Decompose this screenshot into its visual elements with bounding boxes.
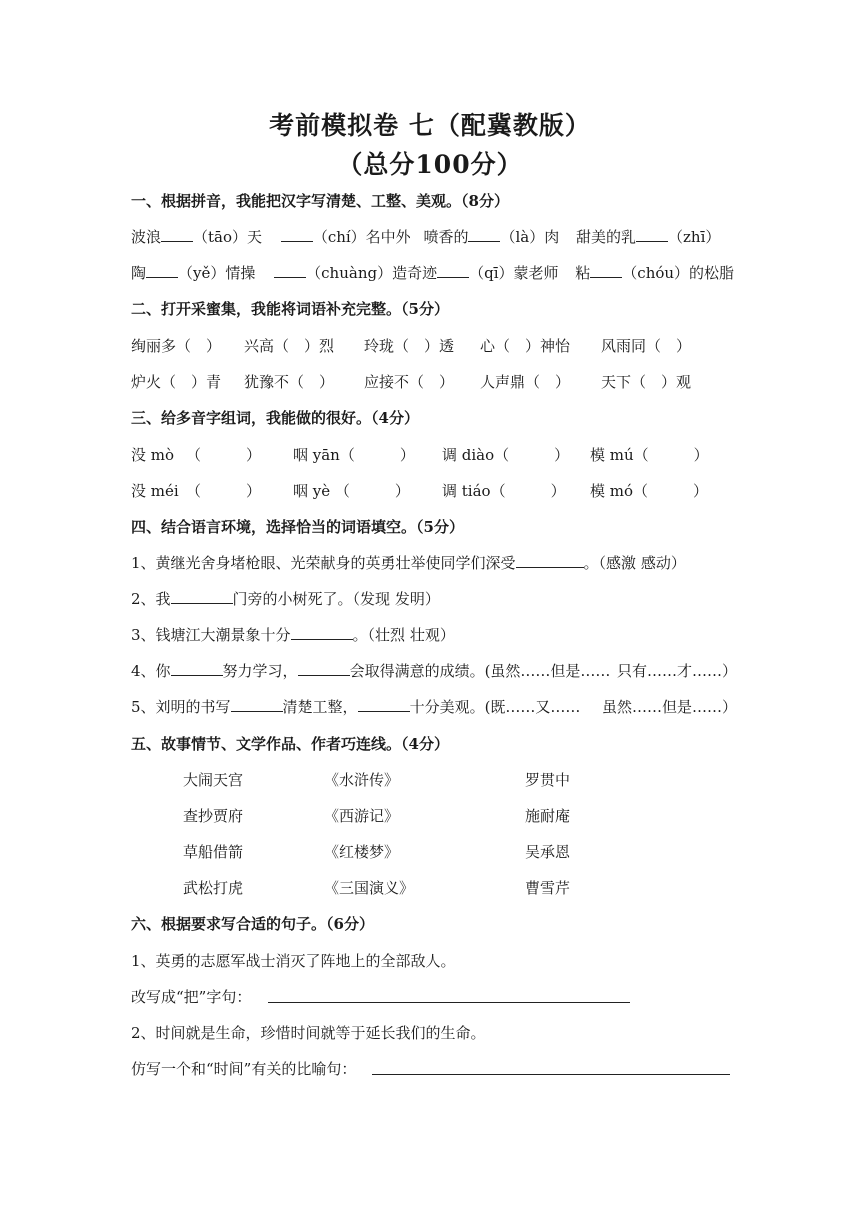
text: 会取得满意的成绩。(虽然……但是…… xyxy=(349,662,611,680)
author-item[interactable]: 施耐庵 xyxy=(525,807,571,825)
answer-blank[interactable] xyxy=(146,263,178,278)
polyphone-item[interactable]: 咽 yān（ ） xyxy=(293,446,415,464)
author-item[interactable]: 吴承恩 xyxy=(525,843,571,861)
text: 清楚工整， xyxy=(282,698,358,716)
answer-blank[interactable] xyxy=(636,227,668,242)
section-1-row-2 xyxy=(131,262,734,283)
page-title: 考前模拟卷 七（配冀教版） xyxy=(269,111,591,140)
page-subtitle: （总分100分） xyxy=(337,150,523,179)
answer-blank[interactable] xyxy=(298,661,350,676)
text: （chuàng）造奇迹 xyxy=(306,264,438,282)
question-4-1 xyxy=(131,552,686,573)
idiom-item[interactable]: 人声鼎（ ） xyxy=(480,373,571,391)
idiom-item[interactable]: 心（ ）神怡 xyxy=(480,337,571,355)
story-item[interactable]: 草船借箭 xyxy=(183,843,244,861)
text: 陶 xyxy=(131,264,147,282)
work-item[interactable]: 《红楼梦》 xyxy=(324,843,400,861)
question-6-1: 1、英勇的志愿军战士消灭了阵地上的全部敌人。 xyxy=(131,952,456,970)
text: 波浪 xyxy=(131,228,162,246)
polyphone-item[interactable]: 咽 yè （ ） xyxy=(293,482,410,500)
text: 3、钱塘江大潮景象十分 xyxy=(131,626,291,644)
text: 2、我 xyxy=(131,590,171,608)
question-4-4 xyxy=(131,660,610,681)
polyphone-item[interactable]: 调 diào（ ） xyxy=(442,446,570,464)
idiom-item[interactable]: 犹豫不（ ） xyxy=(244,373,335,391)
idiom-item[interactable]: 炉火（ ）青 xyxy=(131,373,222,391)
author-item[interactable]: 罗贯中 xyxy=(525,771,571,789)
author-item[interactable]: 曹雪芹 xyxy=(525,879,571,897)
answer-blank[interactable] xyxy=(161,227,193,242)
answer-blank[interactable] xyxy=(171,661,223,676)
work-item[interactable]: 《西游记》 xyxy=(324,807,400,825)
idiom-item[interactable]: 天下（ ）观 xyxy=(601,373,692,391)
section-1-row-1 xyxy=(131,226,720,247)
answer-blank[interactable] xyxy=(468,227,500,242)
polyphone-item: 没 méi xyxy=(131,482,179,500)
idiom-item[interactable]: 风雨同（ ） xyxy=(601,337,692,355)
answer-blank[interactable] xyxy=(590,263,622,278)
question-6-1-prompt: 改写成“把”字句： xyxy=(131,988,252,1006)
answer-blank[interactable] xyxy=(231,697,283,712)
answer-blank[interactable] xyxy=(516,553,584,568)
question-6-2-prompt: 仿写一个和“时间”有关的比喻句： xyxy=(131,1060,357,1078)
text: 十分美观。(既……又…… xyxy=(409,698,581,716)
text: 喷香的 xyxy=(423,228,469,246)
polyphone-item[interactable]: 模 mó（ ） xyxy=(590,482,709,500)
question-4-5-option: 虽然……但是……） xyxy=(602,698,738,716)
text: 4、你 xyxy=(131,662,171,680)
polyphone-item: 没 mò xyxy=(131,446,175,464)
answer-blank[interactable] xyxy=(437,263,469,278)
text: （zhī） xyxy=(668,228,721,246)
question-6-2: 2、时间就是生命，珍惜时间就等于延长我们的生命。 xyxy=(131,1024,486,1042)
text: 粘 xyxy=(575,264,591,282)
answer-line[interactable] xyxy=(372,1074,730,1075)
idiom-item[interactable]: 绚丽多（ ） xyxy=(131,337,222,355)
text: 门旁的小树死了。（发现 发明） xyxy=(232,590,440,608)
text: （qī）蒙老师 xyxy=(469,264,559,282)
text: （là）肉 xyxy=(500,228,560,246)
text: （chóu）的松脂 xyxy=(622,264,735,282)
polyphone-item[interactable]: 模 mú（ ） xyxy=(590,446,709,464)
polyphone-blank[interactable]: （ ） xyxy=(186,482,262,500)
section-6-heading: 六、根据要求写合适的句子。（6分） xyxy=(131,915,374,933)
section-3-heading: 三、给多音字组词，我能做的很好。（4分） xyxy=(131,409,419,427)
answer-blank[interactable] xyxy=(171,589,233,604)
question-4-4-option: 只有……才……） xyxy=(617,662,738,680)
idiom-item[interactable]: 应接不（ ） xyxy=(364,373,455,391)
section-1-heading: 一、根据拼音，我能把汉字写清楚、工整、美观。（8分） xyxy=(131,192,509,210)
text: （chí）名中外 xyxy=(312,228,411,246)
answer-blank[interactable] xyxy=(358,697,410,712)
story-item[interactable]: 大闹天宫 xyxy=(183,771,244,789)
work-item[interactable]: 《水浒传》 xyxy=(324,771,400,789)
answer-blank[interactable] xyxy=(274,263,306,278)
text: 甜美的乳 xyxy=(576,228,637,246)
text: 。（壮烈 壮观） xyxy=(352,626,455,644)
answer-blank[interactable] xyxy=(291,625,353,640)
text: （tāo）天 xyxy=(193,228,263,246)
section-4-heading: 四、结合语言环境，选择恰当的词语填空。（5分） xyxy=(131,518,464,536)
work-item[interactable]: 《三国演义》 xyxy=(324,879,415,897)
section-5-heading: 五、故事情节、文学作品、作者巧连线。（4分） xyxy=(131,735,449,753)
question-4-5 xyxy=(131,696,580,717)
text: 努力学习， xyxy=(222,662,298,680)
question-4-3 xyxy=(131,624,455,645)
story-item[interactable]: 查抄贾府 xyxy=(183,807,244,825)
answer-blank[interactable] xyxy=(281,227,313,242)
story-item[interactable]: 武松打虎 xyxy=(183,879,244,897)
polyphone-blank[interactable]: （ ） xyxy=(186,446,262,464)
idiom-item[interactable]: 玲珑（ ）透 xyxy=(364,337,455,355)
question-4-2 xyxy=(131,588,440,609)
text: （yě）情操 xyxy=(178,264,256,282)
text: 1、黄继光舍身堵枪眼、光荣献身的英勇壮举使同学们深受 xyxy=(131,554,516,572)
section-2-heading: 二、打开采蜜集，我能将词语补充完整。（5分） xyxy=(131,300,449,318)
idiom-item[interactable]: 兴高（ ）烈 xyxy=(244,337,335,355)
answer-line[interactable] xyxy=(268,1002,630,1003)
polyphone-item[interactable]: 调 tiáo（ ） xyxy=(442,482,566,500)
text: 。（感激 感动） xyxy=(583,554,686,572)
text: 5、刘明的书写 xyxy=(131,698,231,716)
